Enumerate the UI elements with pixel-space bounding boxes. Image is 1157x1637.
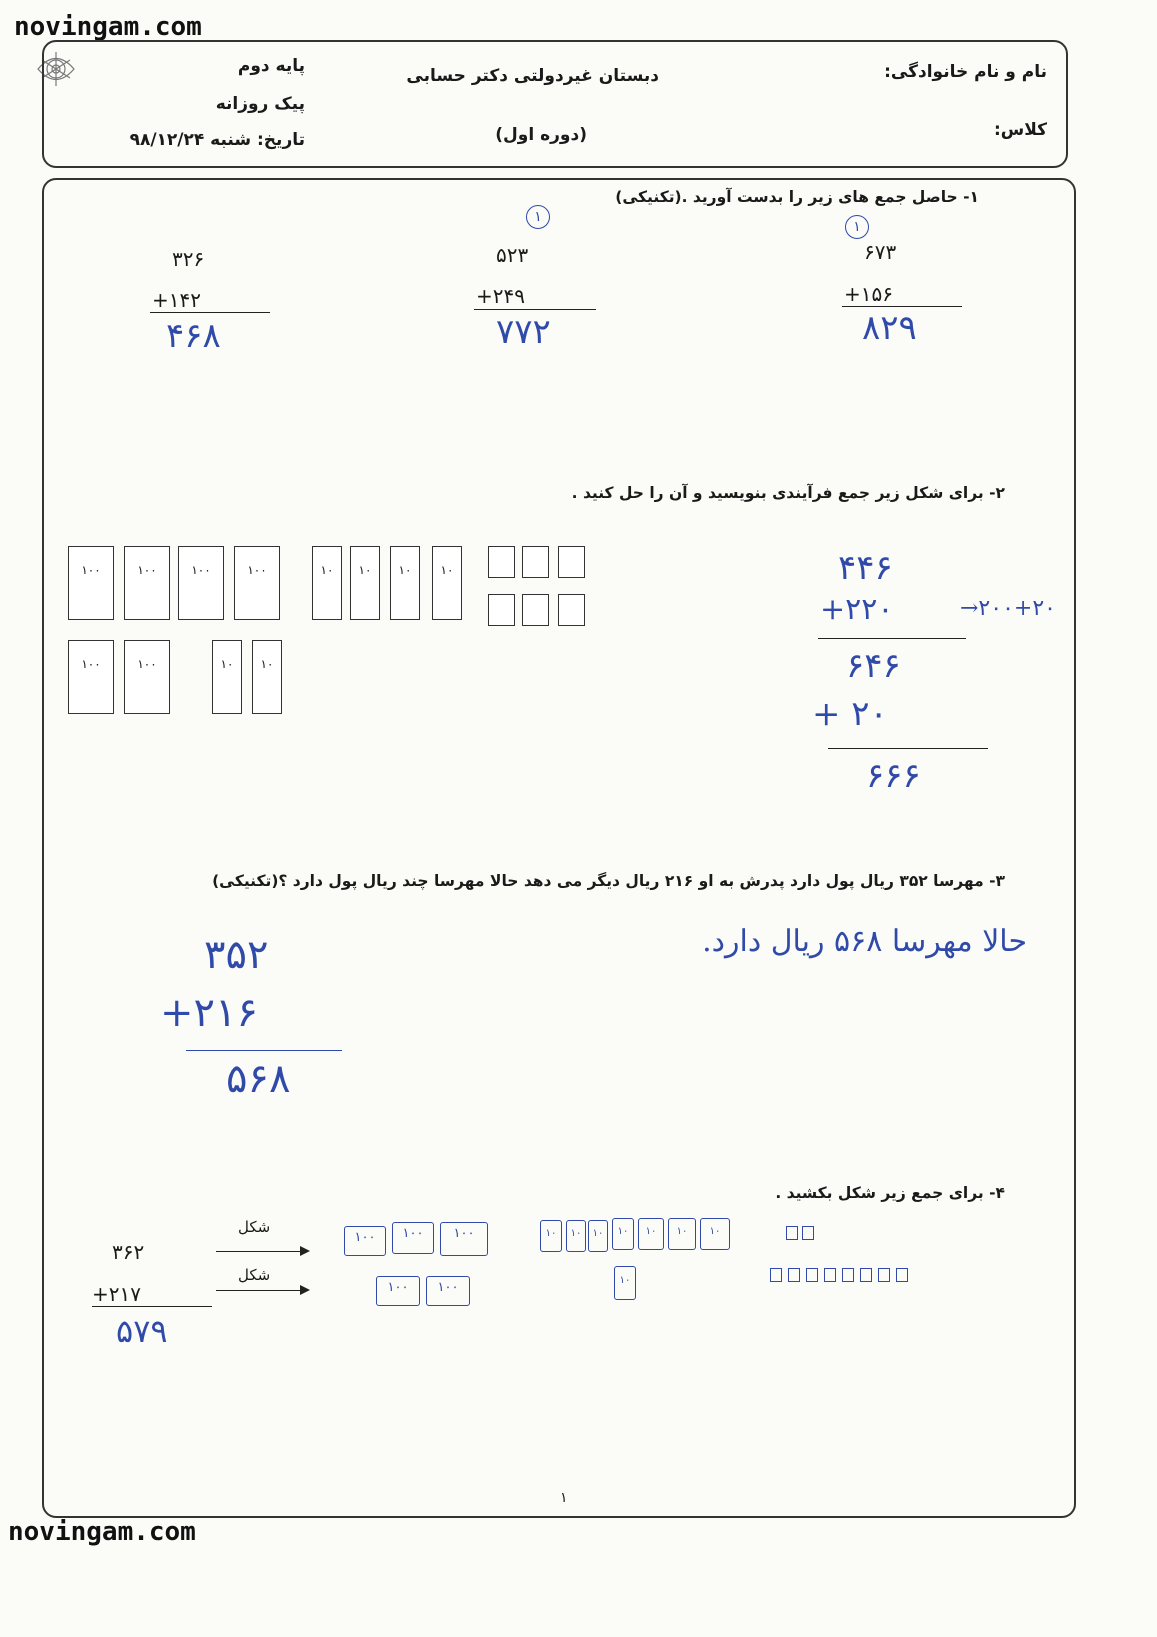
q4-answer: ۵۷۹ [116,1312,168,1350]
one-block [522,594,549,626]
drawn-one-block [878,1268,890,1282]
name-label: نام و نام خانوادگی: [884,62,1047,82]
drawn-one-block [896,1268,908,1282]
q1-p1-bottom: +۱۵۶ [844,282,893,306]
q1-p1-answer: ۸۲۹ [862,308,917,348]
one-block [558,594,585,626]
q1-p2-answer: ۷۷۲ [496,312,551,352]
question-3-text: ۳- مهرسا ۳۵۲ ریال پول دارد پدرش به او ۲۱۶ ریال دیگر می دهد حالا مهرسا چند ریال پول دارد ؟(تکنیکی) [212,872,1005,890]
question-2-text: ۲- برای شکل زیر جمع فرآیندی بنویسید و آن را حل کنید . [571,484,1005,502]
hundred-block: ۱۰۰ [68,640,114,714]
drawn-hundred-block: ۱۰۰ [344,1226,386,1256]
hundred-block: ۱۰۰ [234,546,280,620]
drawn-one-block [842,1268,854,1282]
one-block [488,546,515,578]
ten-block: ۱۰ [390,546,420,620]
q2-work-line1: ۴۴۶ [838,548,893,588]
drawn-hundred-block: ۱۰۰ [392,1222,434,1254]
q3-work-bottom: +۲۱۶ [160,990,258,1036]
drawn-ten-block: ۱۰ [614,1266,636,1300]
school-name: دبستان غیردولتی دکتر حسابی [406,66,659,86]
q3-work-answer: ۵۶۸ [226,1056,291,1102]
ten-block: ۱۰ [312,546,342,620]
q4-bottom: +۲۱۷ [92,1282,141,1306]
sum-line [828,748,988,749]
sum-line [818,638,966,639]
drawn-hundred-block: ۱۰۰ [376,1276,420,1306]
ten-block: ۱۰ [252,640,282,714]
drawn-ten-block: ۱۰ [566,1220,586,1252]
daily-label: پیک روزانه [215,94,305,114]
worksheet-body [42,178,1076,1518]
sum-line [186,1050,342,1051]
drawn-one-block [788,1268,800,1282]
q1-p3-top: ۳۲۶ [172,247,205,271]
watermark-bottom: novingam.com [8,1517,196,1547]
hundred-block: ۱۰۰ [124,546,170,620]
drawn-ten-block: ۱۰ [668,1218,696,1250]
one-block [522,546,549,578]
arrow-icon [216,1290,308,1291]
date-label: تاریخ: شنبه ۹۸/۱۲/۲۴ [129,130,305,150]
watermark-top: novingam.com [14,12,202,42]
one-block [558,546,585,578]
q2-work-line3: ۶۴۶ [846,646,901,686]
q2-work-line4: + ۲۰ [812,694,888,734]
drawn-hundred-block: ۱۰۰ [426,1276,470,1306]
carry-mark: ۱ [845,215,869,239]
class-label: کلاس: [993,120,1047,140]
drawn-one-block [860,1268,872,1282]
drawn-one-block [786,1226,798,1240]
drawn-one-block [770,1268,782,1282]
q1-p3-bottom: +۱۴۲ [152,288,201,312]
drawn-ten-block: ۱۰ [540,1220,562,1252]
arrow-label: شکل [238,1218,271,1236]
hundred-block: ۱۰۰ [68,546,114,620]
ten-block: ۱۰ [212,640,242,714]
carry-mark: ۱ [526,205,550,229]
drawn-hundred-block: ۱۰۰ [440,1222,488,1256]
q2-work-line5: ۶۶۶ [866,756,921,796]
q1-p1-top: ۶۷۳ [864,240,897,264]
drawn-one-block [806,1268,818,1282]
question-4-text: ۴- برای جمع زیر شکل بکشید . [775,1184,1005,1202]
grade-label: پایه دوم [237,56,305,76]
drawn-one-block [802,1226,814,1240]
hundred-block: ۱۰۰ [178,546,224,620]
drawn-ten-block: ۱۰ [700,1218,730,1250]
one-block [488,594,515,626]
ten-block: ۱۰ [350,546,380,620]
q4-top: ۳۶۲ [112,1240,145,1264]
sum-line [150,312,270,313]
q1-p2-bottom: +۲۴۹ [476,284,525,308]
drawn-ten-block: ۱۰ [588,1220,608,1252]
sum-line [92,1306,212,1307]
question-1-text: ۱- حاصل جمع های زیر را بدست آورید .(تکنیکی) [615,188,979,206]
q2-work-note: →۲۰۰+۲۰ [960,596,1056,621]
arrow-icon [216,1251,308,1252]
hundred-block: ۱۰۰ [124,640,170,714]
drawn-ten-block: ۱۰ [638,1218,664,1250]
drawn-one-block [824,1268,836,1282]
q2-work-line2: +۲۲۰ [820,592,894,627]
q3-work-top: ۳۵۲ [204,932,269,978]
period-label: (دوره اول) [495,125,587,145]
arrow-label: شکل [238,1266,271,1284]
page-number: ۱ [560,1490,568,1506]
sum-line [842,306,962,307]
drawn-ten-block: ۱۰ [612,1218,634,1250]
q1-p3-answer: ۴۶۸ [166,316,221,356]
ten-block: ۱۰ [432,546,462,620]
q1-p2-top: ۵۲۳ [496,243,529,267]
q3-answer-sentence: حالا مهرسا ۵۶۸ ریال دارد. [702,924,1027,959]
sum-line [474,309,596,310]
